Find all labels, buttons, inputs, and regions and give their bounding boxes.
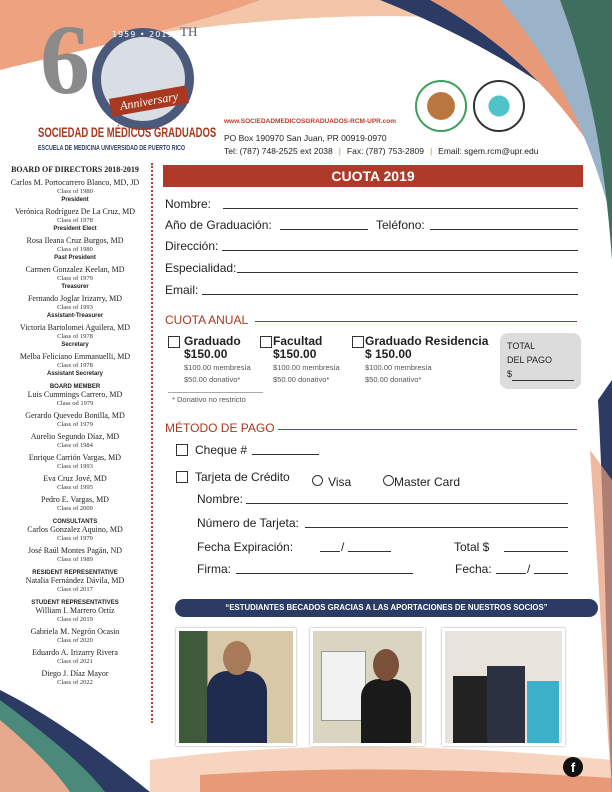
cheque-number-field[interactable] (252, 443, 319, 455)
fecha-label: Fecha: (455, 562, 492, 576)
option-donativo: $50.00 donativo* (184, 375, 241, 384)
member-name: Melba Feliciano Emmanuelli, MD (19, 352, 131, 361)
person (527, 681, 559, 746)
member (0, 546, 150, 564)
radio[interactable] (312, 475, 323, 486)
member-class: Class of 1979 (57, 535, 93, 542)
option-label: Graduado (184, 334, 241, 348)
option-donativo: $50.00 donativo* (273, 375, 330, 384)
option-donativo: $50.00 donativo* (365, 375, 422, 384)
separator: | (338, 146, 341, 156)
member (0, 669, 150, 687)
member-name: Diego J. Díaz Mayor (41, 669, 109, 678)
email: Email: sgem.rcm@upr.edu (438, 146, 539, 156)
radio[interactable] (383, 475, 394, 486)
group-title: BOARD MEMBER (49, 384, 101, 390)
option-price: $ 150.00 (365, 347, 412, 361)
member (0, 495, 150, 513)
member-class: Class of 1978 (57, 362, 93, 369)
member-name: Pedro E. Vargas, MD (41, 495, 109, 504)
member-role: Past President (54, 255, 96, 261)
anniversary-logo-number: 6 (40, 4, 90, 115)
note-rule (168, 392, 263, 393)
option-membresia: $100.00 membresía (273, 363, 340, 372)
expiracion-year-field[interactable] (348, 540, 391, 552)
member-role: Assistant Secretary (46, 371, 104, 377)
member (0, 627, 150, 645)
member-class: Class of 1989 (57, 556, 93, 563)
anniversary-seal (92, 28, 194, 130)
group-title: STUDENT REPRESENTATIVES (31, 600, 119, 606)
option-label: Graduado Residencia (365, 334, 489, 348)
group-title: CONSULTANTS (52, 519, 98, 525)
total-label: TOTAL (507, 341, 536, 351)
org-name: SOCIEDAD DE MÉDICOS GRADUADOS (38, 124, 217, 140)
checkbox[interactable] (352, 336, 364, 348)
member-class: Class of 1993 (57, 304, 93, 311)
board-of-directors (0, 165, 150, 690)
member (0, 576, 150, 594)
photo-student-2 (310, 628, 425, 746)
member-name: José Raúl Montes Pagán, ND (28, 546, 122, 555)
member (0, 525, 150, 543)
option-membresia: $100.00 membresía (184, 363, 251, 372)
member-class: Class od 1979 (56, 400, 94, 407)
poster (321, 651, 366, 721)
member-name: Carlos M. Portocarrero Blanco, MD, JD (10, 178, 140, 187)
member (0, 474, 150, 492)
especialidad-field[interactable] (237, 261, 578, 273)
total-field[interactable] (504, 540, 568, 552)
email-field[interactable] (202, 283, 578, 295)
slash: / (527, 562, 531, 576)
medical-school-emblem (473, 80, 525, 132)
person (453, 676, 488, 746)
expiracion-label: Fecha Expiración: (197, 540, 294, 554)
member-class: Class of 1984 (57, 442, 93, 449)
member-name: Carlos Gonzalez Aquino, MD (27, 525, 123, 534)
member-name: Gabriela M. Negrón Ocasio (30, 627, 120, 636)
option-label: Facultad (273, 334, 323, 348)
direccion-field[interactable] (222, 239, 578, 251)
section-rule (255, 321, 577, 322)
logo-th: TH (180, 24, 198, 39)
officer (0, 352, 150, 378)
group-title: RESIDENT REPRESENTATIVE (32, 570, 118, 576)
member-class: Class of 2019 (57, 616, 93, 623)
card-numero-field[interactable] (305, 516, 568, 528)
donativo-note: * Donativo no restricto (172, 395, 246, 404)
section-rule (278, 429, 577, 430)
visa-label: Visa (328, 475, 352, 489)
member-class: Class of 1978 (57, 333, 93, 340)
person-head (373, 649, 399, 681)
expiracion-month-field[interactable] (320, 540, 340, 552)
contact-line (224, 146, 538, 156)
tarjeta-label: Tarjeta de Crédito (195, 470, 290, 484)
form-title: CUOTA 2019 (163, 165, 583, 187)
officer (0, 323, 150, 349)
checkbox[interactable] (260, 336, 272, 348)
member-role: Treasurer (61, 284, 89, 290)
photo-students-3 (442, 628, 565, 746)
telefono-label: Teléfono: (376, 218, 425, 232)
member-class: Class of 1980 (57, 188, 93, 195)
slash: / (341, 540, 345, 554)
officer (0, 178, 150, 204)
especialidad-label: Especialidad: (165, 261, 237, 275)
person (361, 679, 411, 746)
member-name: Carmen Gonzalez Keelan, MD (25, 265, 125, 274)
member-name: William I. Marrero Ortíz (35, 606, 115, 615)
officer (0, 294, 150, 320)
member-class: Class of 2009 (57, 505, 93, 512)
dotted-divider (151, 163, 153, 723)
cheque-label: Cheque # (195, 443, 248, 457)
card-numero-label: Número de Tarjeta: (197, 516, 299, 530)
logo-years: 1959 • 2019 (112, 30, 174, 39)
member-name: Gerardo Quevedo Bonilla, MD (25, 411, 125, 420)
tarjeta-checkbox[interactable] (176, 471, 188, 483)
nombre-field[interactable] (223, 197, 578, 209)
dollar-sign: $ (507, 369, 513, 379)
member (0, 606, 150, 624)
member-role: Assistant-Treasurer (46, 313, 104, 319)
member-name: Eduardo A. Irizarry Rivera (32, 648, 118, 657)
metodo-pago-heading: MÉTODO DE PAGO (165, 421, 275, 435)
firma-field[interactable] (236, 562, 413, 574)
member-class: Class of 2022 (57, 679, 93, 686)
logo-ribbon: Anniversary (109, 85, 189, 116)
society-emblem (415, 80, 467, 132)
visa-radio[interactable] (312, 471, 351, 490)
member-class: Class of 1979 (57, 275, 93, 282)
board-title: BOARD OF DIRECTORS 2018-2019 (11, 165, 139, 174)
option-membresia: $100.00 membresía (365, 363, 432, 372)
telefono-field[interactable] (430, 218, 578, 230)
master-card-label: Master Card (394, 475, 461, 489)
member-class: Class of 1993 (57, 463, 93, 470)
email-label: Email: (165, 283, 199, 297)
member (0, 411, 150, 429)
scholarship-banner: “ESTUDIANTES BECADOS GRACIAS A LAS APORTACIONES DE NUESTROS SOCIOS” (175, 599, 598, 617)
total-field[interactable] (512, 367, 574, 381)
separator: | (429, 146, 433, 156)
person-head (223, 641, 251, 675)
cuota-anual-heading: CUOTA ANUAL (165, 313, 249, 327)
option-price: $150.00 (273, 347, 317, 361)
member-name: Verónica Rodríguez De La Cruz, MD (15, 207, 135, 216)
cheque-checkbox[interactable] (176, 444, 188, 456)
officer (0, 236, 150, 262)
total-label: Total $ (454, 540, 490, 554)
member-class: Class of 1995 (57, 484, 93, 491)
card-nombre-label: Nombre: (197, 492, 244, 506)
card-nombre-field[interactable] (246, 492, 568, 504)
member-role: President Elect (53, 226, 97, 232)
master-card-radio[interactable] (383, 471, 460, 490)
member-role: Secretary (61, 342, 89, 348)
fecha-year-field[interactable] (534, 562, 568, 574)
direccion-label: Dirección: (165, 239, 219, 253)
nombre-label: Nombre: (165, 197, 212, 211)
member (0, 390, 150, 408)
facebook-icon[interactable]: f (563, 757, 583, 777)
member-class: Class of 2020 (57, 637, 93, 644)
officer (0, 207, 150, 233)
firma-label: Firma: (197, 562, 231, 576)
member-name: Luis Cummings Carrero, MD (27, 390, 123, 399)
option-price: $150.00 (184, 347, 228, 361)
member (0, 648, 150, 666)
org-subtitle: ESCUELA DE MEDICINA UNIVERSIDAD DE PUERTO RICO (38, 143, 186, 152)
member-name: Fernando Joglar Irizarry, MD (27, 294, 123, 303)
person (487, 666, 525, 746)
member (0, 453, 150, 471)
member-name: Victoria Bartolomei Aguilera, MD (19, 323, 131, 332)
member-role: President (61, 197, 89, 203)
member-name: Enrique Carrión Vargas, MD (28, 453, 122, 462)
total-del-pago-box[interactable] (500, 333, 581, 389)
member-name: Eva Cruz Jové, MD (43, 474, 107, 483)
member-class: Class of 2021 (57, 658, 93, 665)
member-class: Class of 1978 (57, 217, 93, 224)
member-name: Rosa Ileana Cruz Burgos, MD (26, 236, 124, 245)
fecha-day-field[interactable] (496, 562, 526, 574)
officer (0, 265, 150, 291)
fax: Fax: (787) 753-2809 (346, 146, 424, 156)
total-label: DEL PAGO (507, 355, 553, 365)
ano-graduacion-field[interactable] (280, 218, 368, 230)
phone: Tel: (787) 748-2525 ext 2038 (224, 146, 333, 156)
person (207, 671, 267, 746)
member-name: Aurelio Segundo Díaz, MD (30, 432, 120, 441)
member (0, 432, 150, 450)
member-class: Class of 2017 (57, 586, 93, 593)
address: PO Box 190970 San Juan, PR 00919-0970 (224, 133, 387, 143)
photo-student-1 (176, 628, 296, 746)
member-name: Natalia Fernández Dávila, MD (25, 576, 125, 585)
member-class: Class of 1980 (57, 246, 93, 253)
member-class: Class of 1979 (57, 421, 93, 428)
website-link[interactable]: www.SOCIEDADMEDICOSGRADUADOS-RCM-UPR.com (224, 118, 397, 125)
ano-graduacion-label: Año de Graduación: (165, 218, 272, 232)
checkbox[interactable] (168, 336, 180, 348)
